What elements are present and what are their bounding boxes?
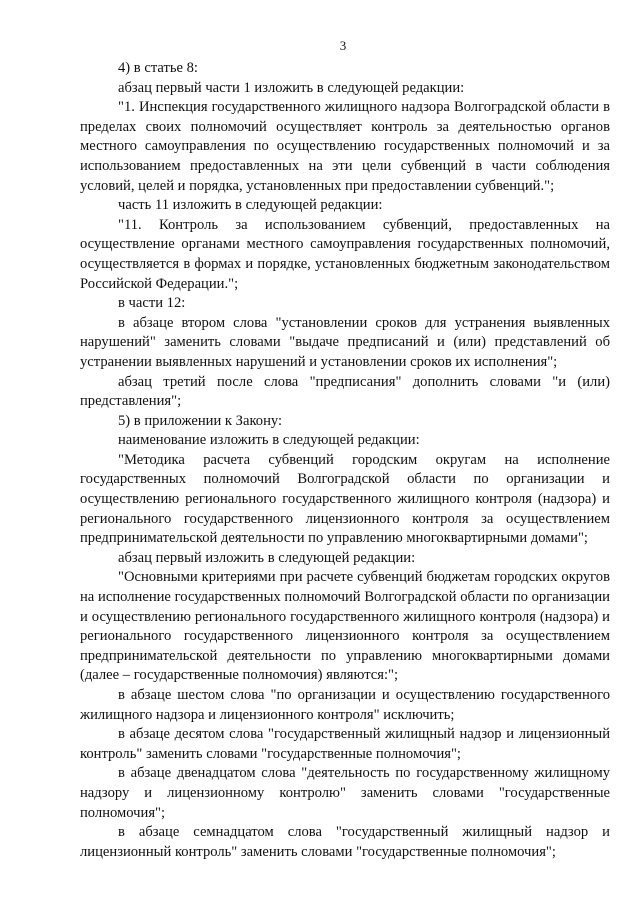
paragraph: 5) в приложении к Закону:	[118, 412, 283, 429]
paragraph: наименование изложить в следующей редакции:	[118, 432, 420, 449]
paragraph: абзац первый части 1 изложить в следующей редакции:	[118, 79, 465, 96]
paragraph: "11. Контроль за использованием субвенций, предоставленных на осуществление органами местного самоуправления государственных полномочий, осуществляется в формах и порядке, установленных бюджетным законодательством Российской Федерации.";	[80, 216, 610, 292]
paragraph: в части 12:	[118, 295, 186, 312]
document-body	[80, 59, 610, 862]
paragraph: часть 11 изложить в следующей редакции:	[118, 197, 383, 214]
page-number: 3	[339, 38, 347, 53]
document-page	[80, 38, 610, 862]
paragraph: в абзаце двенадцатом слова "деятельность по государственному жилищному надзору и лицензионному контролю" заменить словами "государственные полномочия";	[80, 765, 610, 821]
paragraph: абзац первый изложить в следующей редакции:	[118, 549, 416, 566]
paragraph: в абзаце втором слова "установлении сроков для устранения выявленных нарушений" заменить словами "выдаче предписаний и (или) представлений об устранении выявленных нарушений и установлении сроков их исполнения";	[80, 314, 610, 370]
paragraph: абзац третий после слова "предписания" дополнить словами "и (или) представления";	[80, 373, 610, 410]
paragraph: "Методика расчета субвенций городским округам на исполнение государственных полномочий Волгоградской области по организации и осуществлению регионального государственного жилищного контроля (надзора) и регионального государственного лицензионного контроля за осуществлением предпринимательской деятельности по управлению многоквартирными домами";	[80, 451, 610, 547]
paragraph: "1. Инспекция государственного жилищного надзора Волгоградской области в пределах своих полномочий осуществляет контроль за деятельностью органов местного самоуправления по осуществлению государственных полномочий и за использованием предоставленных на эти цели субвенций в части соблюдения условий, целей и порядка, установленных при предоставлении субвенций.";	[80, 99, 610, 194]
paragraph: в абзаце десятом слова "государственный жилищный надзор и лицензионный контроль" заменить словами "государственные полномочия";	[80, 726, 610, 762]
paragraph: "Основными критериями при расчете субвенций бюджетам городских округов на исполнение государственных полномочий Волгоградской области по организации и осуществлению регионального государственного жилищного контроля (надзора) и регионального государственного лицензионного контроля за осуществлением предпринимательской деятельности по управлению многоквартирными домами (далее – государственные полномочия) являются:";	[80, 569, 610, 684]
paragraph: в абзаце шестом слова "по организации и осуществлению государственного жилищного надзора и лицензионного контроля" исключить;	[80, 687, 610, 723]
paragraph: в абзаце семнадцатом слова "государственный жилищный надзор и лицензионный контроль" заменить словами "государственные полномочия";	[80, 824, 610, 860]
paragraph: 4) в статье 8:	[118, 60, 198, 76]
